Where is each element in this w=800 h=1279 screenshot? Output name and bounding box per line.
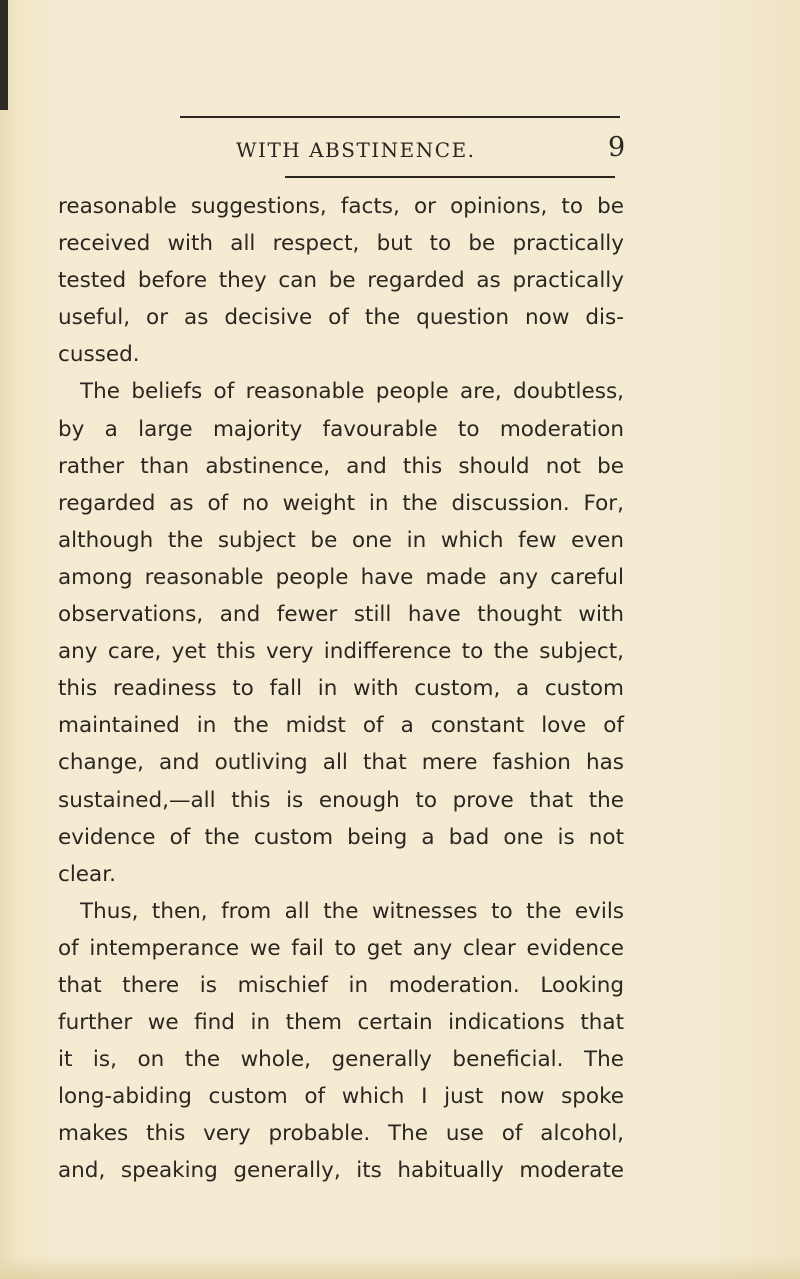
text-line: that there is mischief in moderation. Looking: [58, 972, 624, 998]
text-line: of intemperance we fail to get any clear evidence: [58, 935, 624, 961]
body-text: [58, 188, 624, 1190]
text-line: maintained in the midst of a constant love of: [58, 713, 624, 739]
text-line: by a large majority favourable to moderation: [58, 416, 624, 442]
text-line: regarded as of no weight in the discussion. For,: [58, 490, 624, 516]
text-line: this readiness to fall in with custom, a custom: [58, 676, 624, 702]
text-line: although the subject be one in which few even: [58, 527, 624, 553]
text-line: tested before they can be regarded as practically: [58, 268, 624, 294]
text-line: reasonable suggestions, facts, or opinions, to be: [58, 194, 624, 219]
text-line: useful, or as decisive of the question now dis-: [58, 305, 624, 331]
text-line: further we find in them certain indications that: [58, 1010, 624, 1036]
header-rule-top: [180, 116, 620, 118]
header-rule-bottom: [285, 176, 615, 178]
text-line: any care, yet this very indifference to the subject,: [58, 639, 624, 665]
page-bottom-shading: [0, 1255, 800, 1279]
text-line: Thus, then, from all the witnesses to the evils: [80, 898, 624, 924]
text-line: sustained,—all this is enough to prove that the: [58, 787, 624, 813]
text-line: evidence of the custom being a bad one is not: [58, 824, 624, 850]
text-line: rather than abstinence, and this should not be: [58, 453, 624, 479]
text-line: observations, and fewer still have thought with: [58, 602, 624, 628]
text-line: change, and outliving all that mere fashion has: [58, 750, 624, 776]
text-line: makes this very probable. The use of alcohol,: [58, 1121, 624, 1147]
text-line: long-abiding custom of which I just now spoke: [58, 1084, 624, 1110]
text-line: clear.: [58, 861, 116, 887]
text-line: and, speaking generally, its habitually moderate: [58, 1158, 624, 1184]
running-head: WITH ABSTINENCE.: [236, 138, 476, 162]
page-number: 9: [608, 132, 626, 163]
binding-edge: [0, 0, 8, 110]
text-line: among reasonable people have made any careful: [58, 564, 624, 590]
text-line: cussed.: [58, 342, 140, 368]
page-header: [0, 132, 800, 168]
text-line: it is, on the whole, generally beneficial. The: [58, 1047, 624, 1073]
text-line: The beliefs of reasonable people are, doubtless,: [80, 379, 624, 405]
text-line: received with all respect, but to be practically: [58, 231, 624, 257]
